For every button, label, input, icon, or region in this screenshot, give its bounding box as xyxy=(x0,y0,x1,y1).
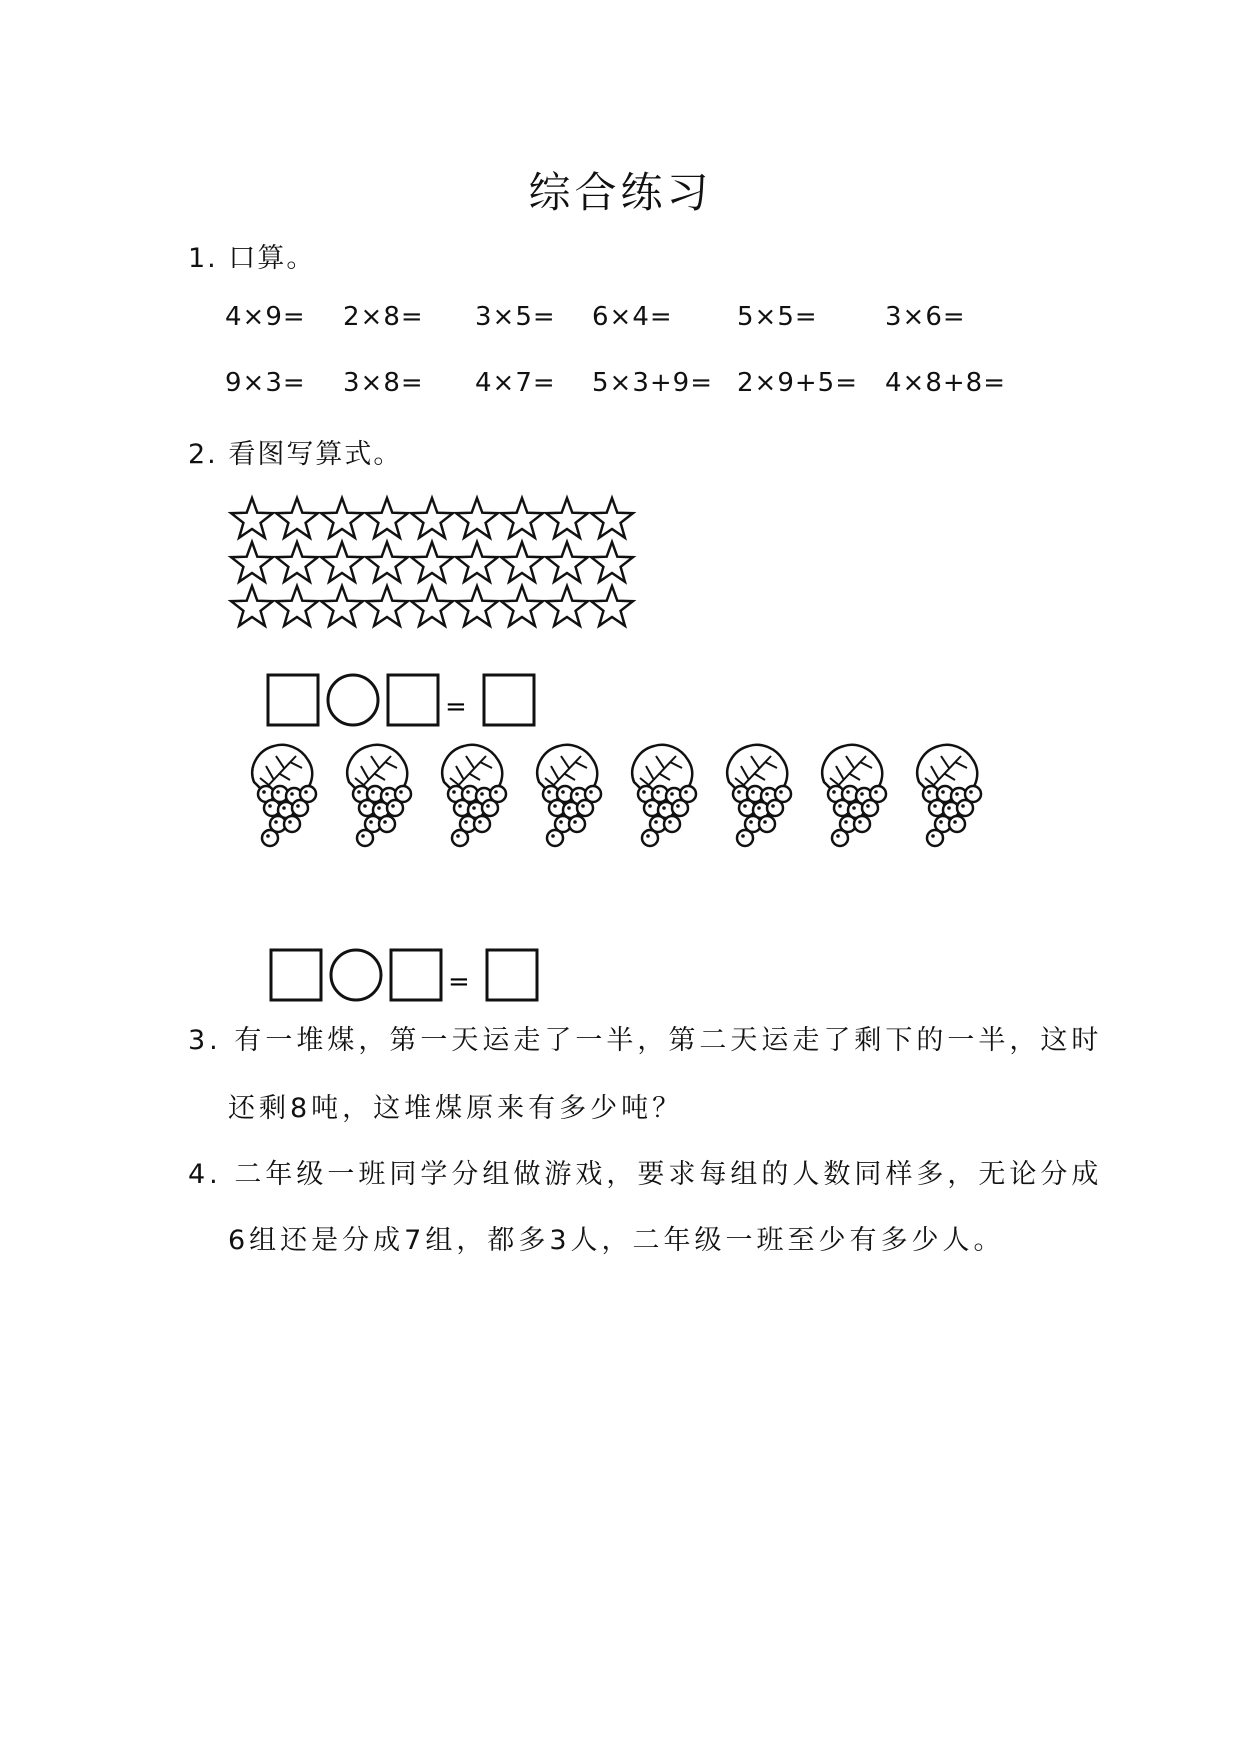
calc-item: 4×7= xyxy=(475,368,556,398)
answer-box xyxy=(388,675,438,725)
operator-circle xyxy=(328,675,378,725)
star-icon xyxy=(321,586,363,626)
question-1-label: 1. 口算。 xyxy=(188,243,316,274)
question-4-line-2: 6组还是分成7组，都多3人，二年级一班至少有多少人。 xyxy=(228,1225,1005,1256)
star-icon xyxy=(321,542,363,582)
star-icon xyxy=(591,498,633,538)
question-3-line-1: 3. 有一堆煤，第一天运走了一半，第二天运走了剩下的一半，这时 xyxy=(188,1025,1103,1056)
star-icon xyxy=(276,542,318,582)
calc-item: 2×9+5= xyxy=(737,368,858,398)
star-icon xyxy=(321,498,363,538)
calc-item: 6×4= xyxy=(592,302,673,332)
equals-sign: = xyxy=(448,967,470,997)
star-icon xyxy=(546,542,588,582)
answer-box xyxy=(271,950,321,1000)
star-icon xyxy=(231,498,273,538)
calc-item: 4×8+8= xyxy=(885,368,1006,398)
grape-icon xyxy=(347,745,411,846)
grape-icon xyxy=(917,745,981,846)
star-icon xyxy=(456,586,498,626)
stars-picture xyxy=(228,495,638,635)
grape-icon xyxy=(252,745,316,846)
star-icon xyxy=(366,498,408,538)
calc-item: 3×5= xyxy=(475,302,556,332)
star-icon xyxy=(501,586,543,626)
grapes-picture xyxy=(246,742,1006,852)
answer-box xyxy=(484,675,534,725)
answer-box xyxy=(487,950,537,1000)
star-icon xyxy=(591,586,633,626)
star-icon xyxy=(411,586,453,626)
star-icon xyxy=(231,586,273,626)
grape-icon xyxy=(822,745,886,846)
calc-item: 3×6= xyxy=(885,302,966,332)
star-icon xyxy=(366,542,408,582)
star-icon xyxy=(546,498,588,538)
star-icon xyxy=(276,498,318,538)
question-2-label: 2. 看图写算式。 xyxy=(188,439,403,470)
grape-icon xyxy=(632,745,696,846)
star-icon xyxy=(501,498,543,538)
grape-icon xyxy=(727,745,791,846)
star-icon xyxy=(456,498,498,538)
equals-sign: = xyxy=(445,692,467,722)
star-icon xyxy=(546,586,588,626)
question-3-line-2: 还剩8吨，这堆煤原来有多少吨？ xyxy=(228,1093,684,1124)
star-icon xyxy=(231,542,273,582)
star-icon xyxy=(411,542,453,582)
equation-blanks-2 xyxy=(268,945,548,1005)
star-icon xyxy=(501,542,543,582)
answer-box xyxy=(268,675,318,725)
calc-item: 9×3= xyxy=(225,368,306,398)
star-icon xyxy=(276,586,318,626)
question-4-line-1: 4. 二年级一班同学分组做游戏，要求每组的人数同样多，无论分成 xyxy=(188,1159,1103,1190)
star-icon xyxy=(366,586,408,626)
star-icon xyxy=(411,498,453,538)
operator-circle xyxy=(331,950,381,1000)
page-title: 综合练习 xyxy=(528,168,713,217)
calc-item: 5×3+9= xyxy=(592,368,713,398)
star-icon xyxy=(456,542,498,582)
grape-icon xyxy=(537,745,601,846)
answer-box xyxy=(391,950,441,1000)
calc-item: 4×9= xyxy=(225,302,306,332)
calc-item: 3×8= xyxy=(343,368,424,398)
calc-item: 5×5= xyxy=(737,302,818,332)
star-icon xyxy=(591,542,633,582)
grape-icon xyxy=(442,745,506,846)
equation-blanks-1 xyxy=(265,670,545,730)
calc-item: 2×8= xyxy=(343,302,424,332)
